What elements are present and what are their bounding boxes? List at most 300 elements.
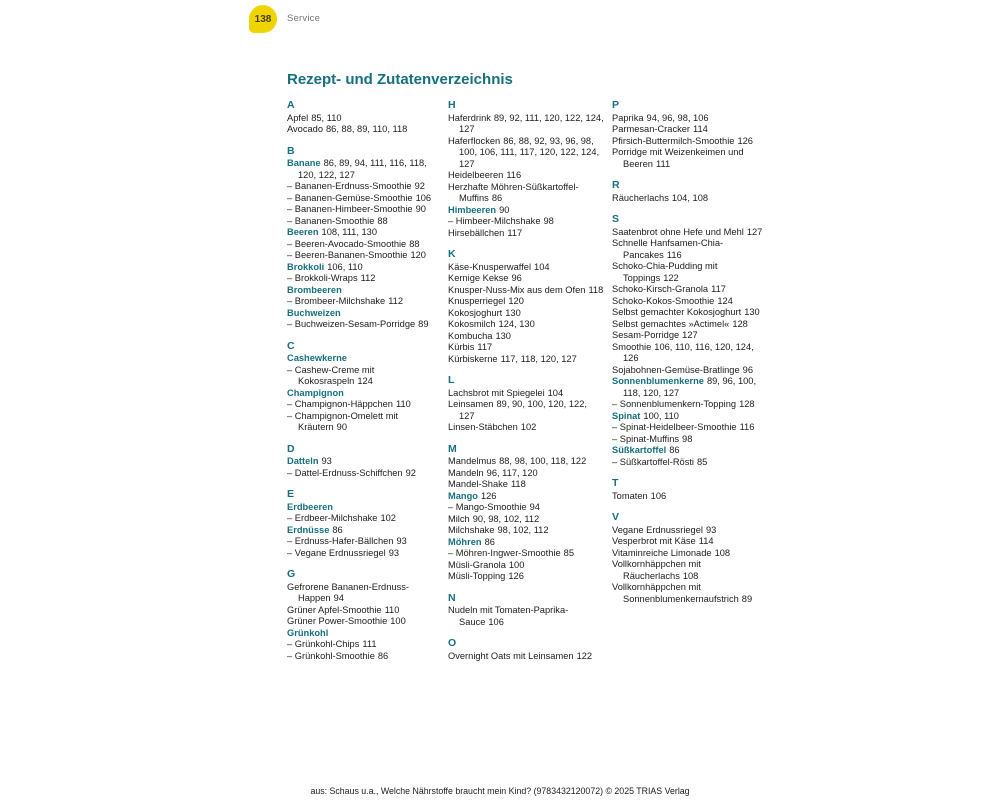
entry-page-numbers: 124 <box>357 376 373 386</box>
index-entry <box>287 262 444 274</box>
index-entry <box>612 548 769 560</box>
entry-page-numbers: 86, 88, 89, 110, 118 <box>326 124 408 134</box>
index-column-3 <box>612 100 769 605</box>
index-letter-heading: R <box>612 179 620 191</box>
entry-term: Beeren-Bananen-Smoothie <box>294 250 408 260</box>
subentry-dash: – <box>287 467 295 478</box>
entry-term: Bananen-Himbeer-Smoothie <box>294 204 413 214</box>
index-entry <box>448 182 605 205</box>
entry-page-numbers: 130 <box>505 307 521 318</box>
index-entry <box>612 365 769 377</box>
entry-page-numbers: 114 <box>693 124 708 134</box>
entry-term: Pfirsich-Buttermilch-Smoothie <box>612 135 735 146</box>
index-section-n <box>448 593 605 629</box>
entry-term: Schoko-Kirsch-Granola <box>612 284 709 294</box>
index-subentry <box>287 513 444 525</box>
subentry-dash: – <box>287 650 295 661</box>
entry-term: Vesperbrot mit Käse <box>612 536 696 546</box>
entry-page-numbers: 111 <box>655 158 671 169</box>
index-subentry <box>287 273 444 285</box>
index-subentry <box>287 216 444 228</box>
index-entry <box>612 319 769 331</box>
entry-page-numbers: 92 <box>414 181 425 191</box>
entry-page-numbers: 86 <box>332 524 343 535</box>
index-letter-heading: L <box>448 374 455 386</box>
index-entry <box>448 205 605 217</box>
entry-page-numbers: 98 <box>543 216 554 226</box>
entry-page-numbers: 94 <box>529 502 540 512</box>
index-entry <box>612 238 769 261</box>
entry-page-numbers: 120 <box>410 250 426 260</box>
index-subentry <box>448 548 605 560</box>
index-entry <box>287 285 444 297</box>
copyright-footer: aus: Schaus u.a., Welche Nährstoffe braucht mein Kind? (9783432120072) © 2025 TRIAS Verlag <box>310 786 690 796</box>
entry-term: Lachsbrot mit Spiegelei <box>448 387 545 398</box>
index-entry <box>448 319 605 331</box>
entry-page-numbers: 96 <box>742 364 753 375</box>
entry-term: Kokosjoghurt <box>448 307 503 318</box>
entry-page-numbers: 85 <box>563 548 575 558</box>
index-entry <box>612 136 769 148</box>
entry-term: Herzhafte Möhren-Süßkartoffel-Muffins <box>448 181 579 203</box>
index-entry <box>612 411 769 423</box>
entry-term: Tomaten <box>612 490 648 501</box>
entry-page-numbers: 93 <box>396 536 407 546</box>
index-entry <box>287 308 444 320</box>
entry-term: Selbst gemachtes »Actimel« <box>612 318 730 329</box>
index-letter-heading: C <box>287 339 295 352</box>
entry-term: Cashewkerne <box>287 353 347 363</box>
entry-term: Hirsebällchen <box>448 227 505 238</box>
index-letter-heading: N <box>448 591 456 604</box>
index-section-s <box>612 214 769 468</box>
index-entry <box>448 479 605 491</box>
entry-page-numbers: 126 <box>480 490 497 501</box>
entry-term: Overnight Oats mit Leinsamen <box>448 650 574 661</box>
entry-page-numbers: 116 <box>666 249 682 260</box>
entry-page-numbers: 124, 130 <box>498 319 535 329</box>
subentry-dash: – <box>287 273 295 283</box>
entry-page-numbers: 93 <box>321 456 332 466</box>
index-section-c <box>287 341 444 434</box>
entry-term: Nudeln mit Tomaten-Paprika-Sauce <box>448 605 569 627</box>
entry-page-numbers: 90, 98, 102, 112 <box>472 513 540 524</box>
entry-term: Erdnuss-Hafer-Bällchen <box>294 536 394 546</box>
index-section-p <box>612 100 769 170</box>
subentry-dash: – <box>287 319 295 329</box>
index-letter-heading: M <box>448 442 457 455</box>
index-entry <box>448 262 605 274</box>
entry-page-numbers: 130 <box>744 307 760 317</box>
index-entry <box>448 571 605 583</box>
entry-page-numbers: 89 <box>741 593 753 604</box>
entry-term: Beeren-Avocado-Smoothie <box>294 238 407 249</box>
entry-term: Erdnüsse <box>287 524 330 535</box>
entry-page-numbers: 86, 88, 92, 93, 96, 98, 100, 106, 111, 117, 120, 122, 124, 127 <box>459 135 600 169</box>
entry-term: Beeren <box>287 227 319 237</box>
entry-page-numbers: 108, 111, 130 <box>321 227 378 237</box>
index-entry <box>612 227 769 239</box>
index-entry <box>287 124 444 136</box>
entry-term: Vollkornhäppchen mit Sonnenblumenkernaufstrich <box>612 582 739 604</box>
index-entry <box>448 525 605 537</box>
index-letter-heading: T <box>612 477 619 489</box>
subentry-dash: – <box>287 364 295 375</box>
index-entry <box>448 296 605 308</box>
index-entry <box>612 559 769 582</box>
index-subentry <box>612 422 769 434</box>
index-subentry <box>287 651 444 663</box>
index-entry <box>612 296 769 308</box>
entry-page-numbers: 117 <box>477 342 493 352</box>
subentry-dash: – <box>448 216 456 226</box>
entry-term: Grüner Apfel-Smoothie <box>287 604 382 615</box>
index-letter-heading: V <box>612 511 620 523</box>
entry-term: Grünkohl <box>287 627 329 638</box>
entry-page-numbers: 120 <box>508 296 524 306</box>
entry-term: Gefrorene Bananen-Erdnuss-Happen <box>287 581 409 603</box>
index-entry <box>287 158 444 181</box>
entry-term: Milch <box>448 513 470 524</box>
index-section-b <box>287 146 444 331</box>
entry-page-numbers: 116 <box>739 422 755 432</box>
entry-term: Mandelmus <box>448 456 497 466</box>
entry-term: Sojabohnen-Gemüse-Bratlinge <box>612 364 740 375</box>
entry-term: Sonnenblumenkern-Topping <box>619 399 737 409</box>
index-entry <box>287 502 444 514</box>
entry-page-numbers: 98 <box>682 433 693 444</box>
index-entry <box>287 628 444 640</box>
index-entry <box>612 193 769 205</box>
entry-term: Brokkoli-Wraps <box>294 273 358 283</box>
entry-term: Müsli-Topping <box>448 571 506 581</box>
entry-term: Apfel <box>287 112 309 123</box>
entry-term: Kürbis <box>448 342 475 352</box>
entry-term: Süßkartoffel-Rösti <box>619 456 694 467</box>
index-entry <box>612 536 769 548</box>
index-subentry <box>287 411 444 434</box>
entry-page-numbers: 100 <box>508 559 525 570</box>
index-entry <box>448 308 605 320</box>
subentry-dash: – <box>448 548 456 558</box>
entry-term: Vegane Erdnussriegel <box>612 524 703 535</box>
index-section-v <box>612 512 769 605</box>
subentry-dash: – <box>287 513 295 523</box>
index-subentry <box>287 319 444 331</box>
index-subentry <box>287 250 444 262</box>
subentry-dash: – <box>287 296 295 306</box>
subentry-dash: – <box>612 399 620 409</box>
index-entry <box>448 285 605 297</box>
index-subentry <box>612 457 769 469</box>
entry-term: Grünkohl-Smoothie <box>294 650 375 661</box>
entry-page-numbers: 106 <box>650 490 667 501</box>
index-entry <box>448 228 605 240</box>
index-section-m <box>448 444 605 583</box>
subentry-dash: – <box>287 181 295 191</box>
entry-term: Brokkoli <box>287 261 325 272</box>
entry-page-numbers: 94 <box>333 593 344 603</box>
entry-term: Buchweizen-Sesam-Porridge <box>294 319 416 329</box>
index-subentry <box>287 536 444 548</box>
entry-term: Haferdrink <box>448 112 491 123</box>
entry-term: Datteln <box>287 456 319 466</box>
index-entry <box>287 113 444 125</box>
index-letter-heading: K <box>448 248 456 260</box>
index-section-k <box>448 249 605 365</box>
entry-page-numbers: 117 <box>711 284 726 294</box>
entry-page-numbers: 92 <box>405 467 416 478</box>
entry-term: Bananen-Smoothie <box>294 215 375 226</box>
subentry-dash: – <box>287 215 295 226</box>
index-entry <box>612 124 769 136</box>
index-entry <box>287 582 444 605</box>
entry-page-numbers: 86 <box>484 536 495 547</box>
index-entry <box>448 605 605 628</box>
entry-page-numbers: 98, 102, 112 <box>497 525 549 535</box>
index-section-d <box>287 444 444 480</box>
index-letter-heading: E <box>287 488 295 500</box>
page-title: Rezept- und Zutatenverzeichnis <box>287 71 513 88</box>
entry-term: Champignon-Omelett mit Kräutern <box>294 410 399 432</box>
entry-term: Mango-Smoothie <box>455 502 527 512</box>
index-section-t <box>612 478 769 502</box>
entry-term: Vegane Erdnussriegel <box>294 547 386 558</box>
entry-page-numbers: 110 <box>384 604 400 615</box>
entry-term: Mandeln <box>448 467 484 478</box>
entry-page-numbers: 90 <box>499 204 510 215</box>
entry-term: Erdbeer-Milchshake <box>294 513 378 523</box>
index-entry <box>448 514 605 526</box>
index-section-l <box>448 375 605 434</box>
subentry-dash: – <box>287 410 295 421</box>
index-section-h <box>448 100 605 239</box>
entry-term: Saatenbrot ohne Hefe und Mehl <box>612 226 744 237</box>
entry-term: Schnelle Hanfsamen-Chia-Pancakes <box>612 238 724 260</box>
index-subentry <box>287 296 444 308</box>
index-entry <box>612 445 769 457</box>
entry-term: Smoothie <box>612 341 652 352</box>
entry-page-numbers: 104, 108 <box>671 192 709 203</box>
entry-page-numbers: 108 <box>682 570 699 581</box>
entry-term: Selbst gemachter Kokosjoghurt <box>612 307 742 317</box>
entry-page-numbers: 118 <box>588 284 604 295</box>
entry-page-numbers: 86, 89, 94, 111, 116, 118, 120, 122, 127 <box>298 158 427 180</box>
chapter-label: Service <box>287 13 321 24</box>
index-subentry <box>612 434 769 446</box>
index-entry <box>448 456 605 468</box>
subentry-dash: – <box>287 536 295 546</box>
index-letter-heading: P <box>612 99 620 111</box>
index-section-a <box>287 100 444 136</box>
entry-page-numbers: 89, 90, 100, 120, 122, 127 <box>459 399 587 421</box>
index-entry <box>612 113 769 125</box>
entry-page-numbers: 128 <box>732 318 748 329</box>
entry-page-numbers: 88, 98, 100, 118, 122 <box>499 456 587 466</box>
entry-page-numbers: 126 <box>737 135 753 146</box>
entry-page-numbers: 124 <box>717 295 733 306</box>
entry-page-numbers: 104 <box>534 261 550 272</box>
entry-page-numbers: 86 <box>491 193 503 203</box>
entry-page-numbers: 88 <box>409 238 420 249</box>
entry-page-numbers: 114 <box>698 536 714 546</box>
index-letter-heading: A <box>287 99 295 111</box>
subentry-dash: – <box>612 422 620 432</box>
entry-term: Porridge mit Weizenkeimen und Beeren <box>612 147 744 169</box>
index-entry <box>612 342 769 365</box>
entry-term: Avocado <box>287 124 324 134</box>
entry-page-numbers: 117, 118, 120, 127 <box>500 353 577 364</box>
index-column-1 <box>287 100 444 662</box>
entry-term: Grünkohl-Chips <box>294 639 360 649</box>
subentry-dash: – <box>287 192 295 203</box>
entry-term: Brombeeren <box>287 284 342 295</box>
index-entry <box>287 525 444 537</box>
entry-page-numbers: 116 <box>506 170 522 180</box>
entry-term: Bananen-Erdnuss-Smoothie <box>294 181 412 191</box>
page-number-badge: 138 <box>249 5 277 33</box>
entry-term: Leinsamen <box>448 399 494 409</box>
entry-term: Bananen-Gemüse-Smoothie <box>294 192 413 203</box>
index-entry <box>448 468 605 480</box>
entry-page-numbers: 104 <box>547 387 564 398</box>
index-subentry <box>287 548 444 560</box>
index-entry <box>612 307 769 319</box>
index-column-2 <box>448 100 605 662</box>
index-entry <box>612 261 769 284</box>
index-subentry <box>287 365 444 388</box>
entry-term: Cashew-Creme mit Kokosraspeln <box>294 364 375 386</box>
index-entry <box>448 342 605 354</box>
entry-page-numbers: 89 <box>418 319 429 329</box>
index-entry <box>612 491 769 503</box>
entry-page-numbers: 94, 96, 98, 106 <box>646 112 709 123</box>
entry-term: Möhren-Ingwer-Smoothie <box>455 548 561 558</box>
entry-term: Sonnenblumenkerne <box>612 376 704 386</box>
entry-term: Grüner Power-Smoothie <box>287 616 388 626</box>
index-entry <box>448 422 605 434</box>
index-subentry <box>287 193 444 205</box>
entry-term: Linsen-Stäbchen <box>448 422 518 432</box>
entry-term: Müsli-Granola <box>448 559 506 570</box>
index-section-e <box>287 489 444 559</box>
index-subentry <box>448 216 605 228</box>
subentry-dash: – <box>287 238 295 249</box>
entry-term: Haferflocken <box>448 135 501 146</box>
entry-term: Mango <box>448 490 478 501</box>
index-letter-heading: B <box>287 144 295 157</box>
entry-page-numbers: 90 <box>415 204 426 214</box>
index-entry <box>612 525 769 537</box>
entry-page-numbers: 102 <box>520 422 537 432</box>
entry-term: Käse-Knusperwaffel <box>448 261 532 272</box>
entry-term: Kernige Kekse <box>448 273 509 283</box>
entry-term: Vitaminreiche Limonade <box>612 547 712 558</box>
index-entry <box>287 227 444 239</box>
index-subentry <box>287 399 444 411</box>
entry-term: Dattel-Erdnuss-Schiffchen <box>294 467 403 478</box>
index-entry <box>448 651 605 663</box>
entry-page-numbers: 100, 110 <box>643 410 679 421</box>
entry-page-numbers: 122 <box>663 272 679 283</box>
index-subentry <box>287 239 444 251</box>
index-section-g <box>287 569 444 662</box>
entry-term: Brombeer-Milchshake <box>294 296 386 306</box>
index-entry <box>448 399 605 422</box>
entry-term: Mandel-Shake <box>448 479 508 489</box>
entry-term: Erdbeeren <box>287 501 333 512</box>
entry-term: Champignon <box>287 387 344 398</box>
entry-term: Kürbiskerne <box>448 353 498 364</box>
subentry-dash: – <box>287 399 295 409</box>
entry-page-numbers: 117 <box>507 227 523 238</box>
index-subentry <box>287 639 444 651</box>
entry-term: Möhren <box>448 536 482 547</box>
index-subentry <box>287 181 444 193</box>
entry-page-numbers: 111 <box>362 639 377 649</box>
index-subentry <box>448 502 605 514</box>
entry-term: Spinat-Muffins <box>619 433 680 444</box>
index-entry <box>448 170 605 182</box>
index-entry <box>448 491 605 503</box>
entry-page-numbers: 93 <box>705 524 717 535</box>
entry-term: Schoko-Kokos-Smoothie <box>612 295 715 306</box>
entry-page-numbers: 86 <box>377 650 389 661</box>
index-subentry <box>612 399 769 411</box>
entry-page-numbers: 127 <box>682 330 698 340</box>
index-entry <box>287 616 444 628</box>
subentry-dash: – <box>448 502 456 512</box>
index-section-o <box>448 638 605 662</box>
index-entry <box>612 376 769 399</box>
index-letter-heading: H <box>448 99 456 111</box>
entry-term: Sesam-Porridge <box>612 330 680 340</box>
entry-term: Spinat <box>612 410 641 421</box>
entry-term: Milchshake <box>448 525 495 535</box>
index-section-r <box>612 180 769 204</box>
subentry-dash: – <box>287 547 295 558</box>
entry-page-numbers: 110 <box>395 399 411 409</box>
index-entry <box>448 388 605 400</box>
entry-page-numbers: 85, 110 <box>311 112 342 123</box>
index-letter-heading: O <box>448 637 457 649</box>
subentry-dash: – <box>612 433 620 444</box>
index-entry <box>448 136 605 171</box>
index-entry <box>448 331 605 343</box>
entry-term: Knusperriegel <box>448 296 506 306</box>
entry-term: Räucherlachs <box>612 192 669 203</box>
entry-term: Schoko-Chia-Pudding mit Toppings <box>612 261 718 283</box>
entry-term: Paprika <box>612 112 644 123</box>
subentry-dash: – <box>287 250 295 260</box>
entry-page-numbers: 130 <box>495 330 511 341</box>
index-entry <box>612 582 769 605</box>
index-entry <box>287 456 444 468</box>
entry-term: Parmesan-Cracker <box>612 124 691 134</box>
entry-term: Kombucha <box>448 330 493 341</box>
entry-page-numbers: 102 <box>380 513 396 523</box>
entry-page-numbers: 88 <box>377 215 388 226</box>
index-letter-heading: D <box>287 442 295 455</box>
index-entry <box>287 605 444 617</box>
index-letter-heading: S <box>612 213 620 225</box>
entry-term: Spinat-Heidelbeer-Smoothie <box>619 422 737 432</box>
subentry-dash: – <box>287 639 295 649</box>
index-entry <box>287 388 444 400</box>
entry-term: Himbeeren <box>448 204 497 215</box>
entry-page-numbers: 106 <box>488 616 504 627</box>
entry-term: Champignon-Häppchen <box>294 399 393 409</box>
